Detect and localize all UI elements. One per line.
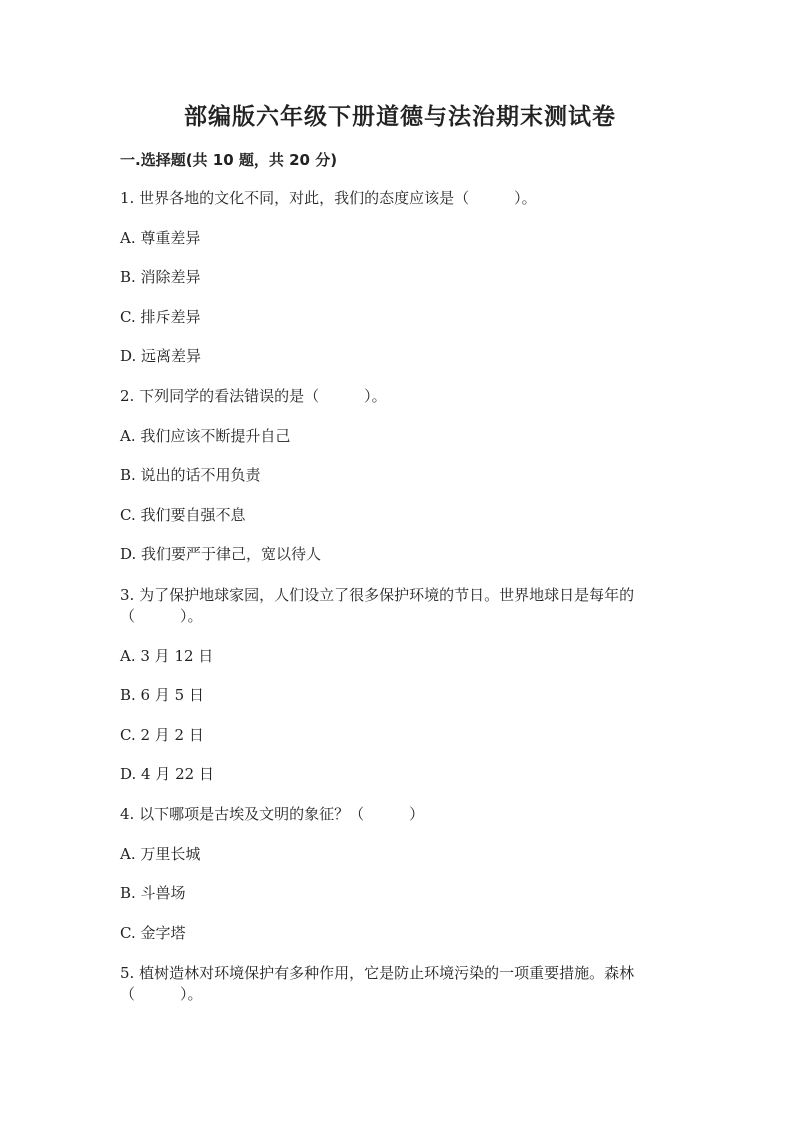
- question-2-option-a: A. 我们应该不断提升自己: [120, 427, 291, 445]
- question-3-option-b: B. 6 月 5 日: [120, 686, 204, 704]
- question-4-option-c: C. 金字塔: [120, 924, 186, 942]
- question-1-option-a: A. 尊重差异: [120, 229, 201, 247]
- question-2-option-d: D. 我们要严于律己，宽以待人: [120, 545, 322, 563]
- question-3-option-a: A. 3 月 12 日: [120, 647, 214, 665]
- question-1-option-d: D. 远离差异: [120, 347, 202, 365]
- question-3-option-d: D. 4 月 22 日: [120, 765, 214, 783]
- question-3-stem: 3. 为了保护地球家园，人们设立了很多保护环境的节日。世界地球日是每年的: [120, 586, 635, 604]
- section-heading: 一.选择题(共 10 题，共 20 分): [120, 151, 338, 169]
- question-5-stem-continued: （ ）。: [120, 985, 203, 1003]
- question-1-stem: 1. 世界各地的文化不同，对此，我们的态度应该是（ ）。: [120, 189, 537, 207]
- question-4-option-a: A. 万里长城: [120, 845, 201, 863]
- question-2-option-b: B. 说出的话不用负责: [120, 466, 261, 484]
- question-4-stem: 4. 以下哪项是古埃及文明的象征？（ ）: [120, 805, 425, 823]
- page-title: 部编版六年级下册道德与法治期末测试卷: [184, 104, 616, 130]
- question-1-option-c: C. 排斥差异: [120, 308, 201, 326]
- question-4-option-b: B. 斗兽场: [120, 884, 186, 902]
- question-1-option-b: B. 消除差异: [120, 268, 201, 286]
- question-3-option-c: C. 2 月 2 日: [120, 726, 204, 744]
- question-2-option-c: C. 我们要自强不息: [120, 506, 246, 524]
- question-3-stem-continued: （ ）。: [120, 607, 203, 625]
- question-5-stem: 5. 植树造林对环境保护有多种作用，它是防止环境污染的一项重要措施。森林: [120, 964, 635, 982]
- question-2-stem: 2. 下列同学的看法错误的是（ ）。: [120, 387, 387, 405]
